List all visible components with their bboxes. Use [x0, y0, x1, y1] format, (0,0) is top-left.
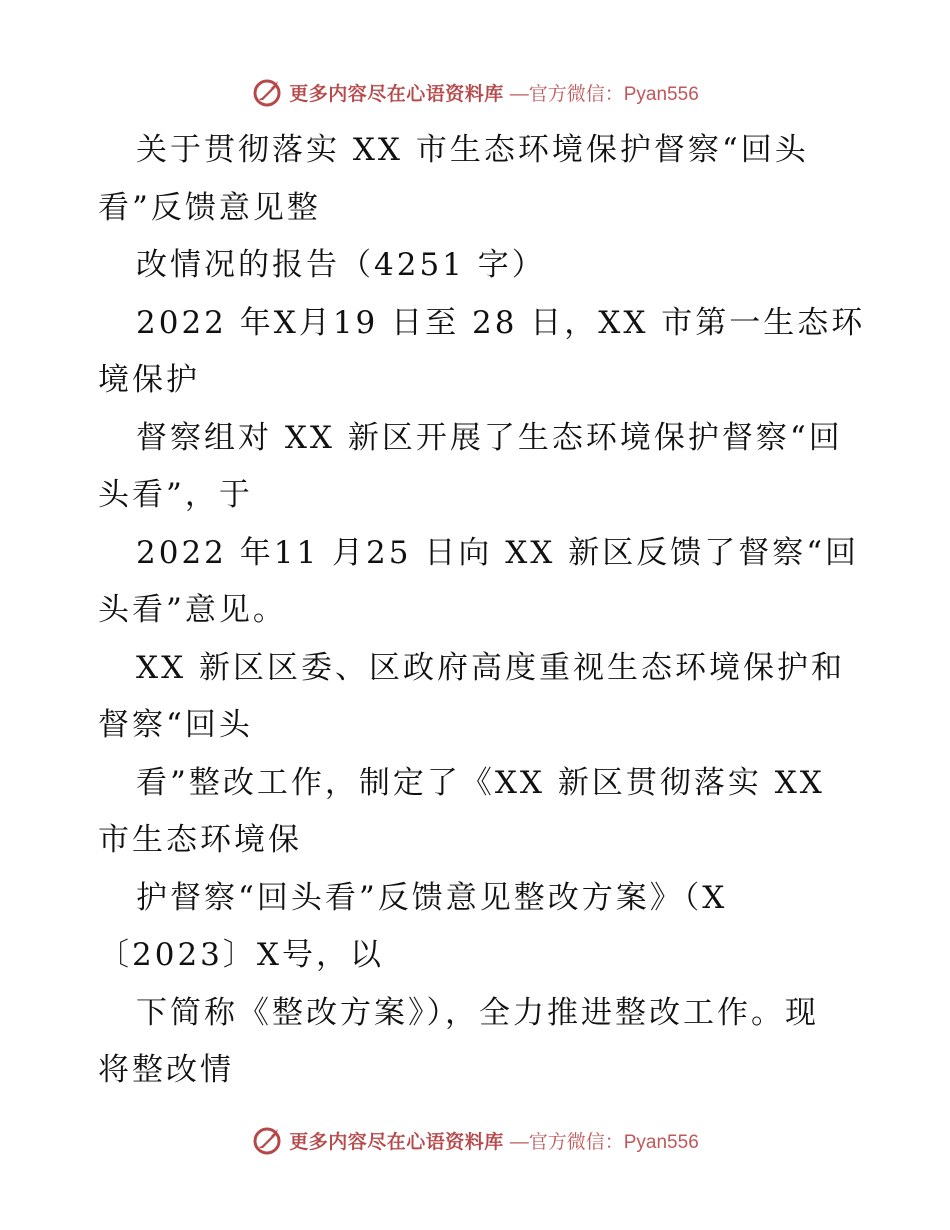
text-line: 头看”，于 [98, 477, 253, 513]
text-line: 2022 年11 月25 日向 XX 新区反馈了督察“回 [136, 534, 860, 571]
text-line: 改情况的报告（4251 字） [136, 247, 546, 283]
text-line: 督察“回头 [98, 707, 253, 743]
text-line: 看”反馈意见整 [98, 189, 321, 226]
text-line: 下简称《整改方案》），全力推进整改工作。现 [136, 994, 819, 1031]
document-body [98, 122, 868, 1100]
text-line: 〔2023〕X号，以 [98, 937, 384, 973]
text-line: 关于贯彻落实 XX 市生态环境保护督察“回头 [136, 132, 809, 168]
text-line: 市生态环境保 [98, 822, 302, 858]
brand-banner [251, 1124, 699, 1156]
text-line: XX 新区区委、区政府高度重视生态环境保护和 [136, 649, 845, 686]
text-line: 督察组对 XX 新区开展了生态环境保护督察“回 [136, 419, 843, 456]
quill-logo-icon [251, 1124, 283, 1156]
page-header-watermark [0, 72, 950, 112]
brand-name: 更多内容尽在心语资料库 [289, 1130, 504, 1153]
brand-name: 更多内容尽在心语资料库 [289, 82, 504, 105]
text-line: 看”整改工作，制定了《XX 新区贯彻落实 XX [136, 764, 825, 801]
page-footer-watermark [0, 1120, 950, 1160]
brand-contact: —官方微信：Pyan556 [509, 1131, 699, 1153]
text-line: 境保护 [98, 362, 200, 398]
brand-banner [251, 76, 699, 108]
quill-logo-icon [251, 76, 283, 108]
brand-contact: —官方微信：Pyan556 [509, 83, 699, 105]
text-line: 将整改情 [98, 1052, 234, 1088]
text-line: 2022 年X月19 日至 28 日，XX 市第一生态环 [136, 304, 866, 341]
text-line: 护督察“回头看”反馈意见整改方案》（X [136, 879, 728, 916]
text-line: 头看”意见。 [98, 592, 287, 628]
